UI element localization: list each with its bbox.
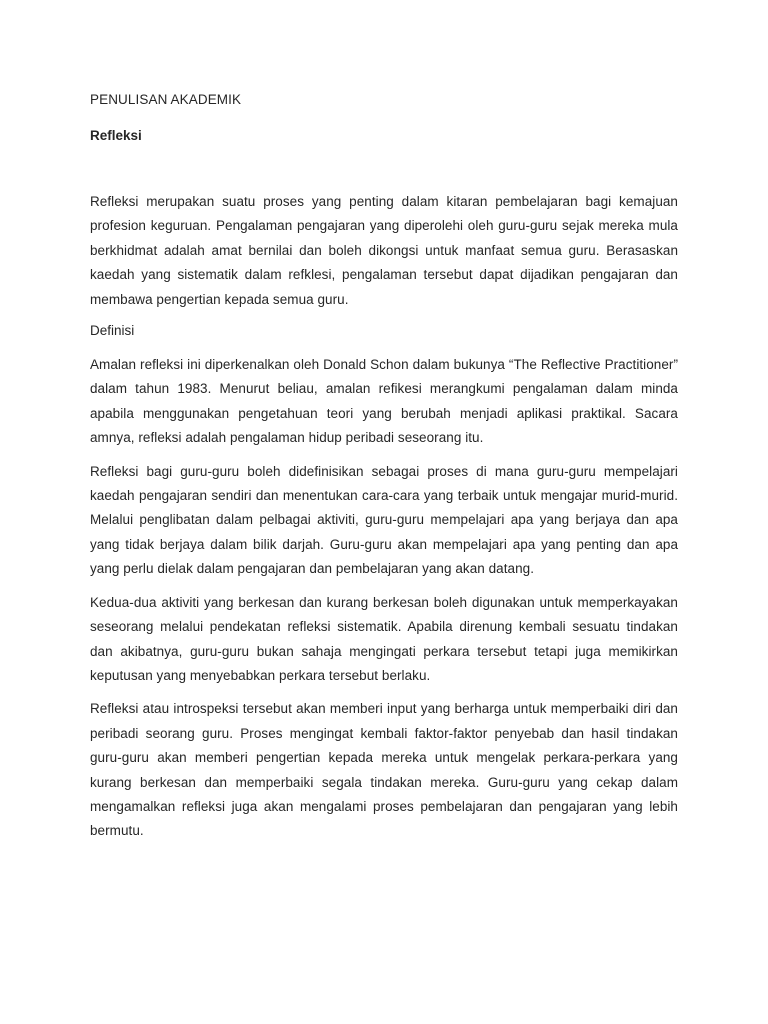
paragraph-4: Refleksi atau introspeksi tersebut akan memberi input yang berharga untuk memperbaiki diri dan peribadi seorang guru. Proses mengingat kembali faktor-faktor penyebab dan hasil tindakan guru-guru akan memberi pengertian kepada mereka untuk mengelak perkara-perkara yang kurang berkesan dan memperbaiki segala tindakan mereka. Guru-guru yang cekap dalam mengamalkan refleksi juga akan mengalami proses pembelajaran dan pengajaran yang lebih bermutu.: [90, 701, 678, 839]
paragraph-1: Amalan refleksi ini diperkenalkan oleh Donald Schon dalam bukunya “The Reflective Practitioner” dalam tahun 1983. Menurut beliau, amalan refikesi merangkumi pengalaman dalam minda apabila menggunakan pengetahuan teori yang berubah menjadi aplikasi praktikal. Sacara amnya, refleksi adalah pengalaman hidup peribadi seseorang itu.: [90, 357, 678, 446]
section-heading: Refleksi: [90, 128, 142, 143]
subheading-definisi: Definisi: [90, 323, 135, 339]
paragraph-2: Refleksi bagi guru-guru boleh didefinisikan sebagai proses di mana guru-guru mempelajari kaedah pengajaran sendiri dan menentukan cara-cara yang terbaik untuk mengajar murid-murid. Melalui penglibatan dalam pelbagai aktiviti, guru-guru mempelajari apa yang berjaya dan apa yang tidak berjaya dalam bilik darjah. Guru-guru akan mempelajari apa yang penting dan apa yang perlu dielak dalam pengajaran dan pembelajaran yang akan datang.: [90, 463, 678, 577]
paragraph-intro: Refleksi merupakan suatu proses yang penting dalam kitaran pembelajaran bagi kemajuan profesion keguruan. Pengalaman pengajaran yang diperolehi oleh guru-guru sejak mereka mula berkhidmat adalah amat bernilai dan boleh dikongsi untuk manfaat semua guru. Berasaskan kaedah yang sistematik dalam refklesi, pengalaman tersebut dapat dijadikan pengajaran dan membawa pengertian kepada semua guru.: [90, 194, 678, 307]
paragraph-3: Kedua-dua aktiviti yang berkesan dan kurang berkesan boleh digunakan untuk memperkayakan seseorang melalui pendekatan refleksi sistematik. Apabila direnung kembali sesuatu tindakan dan akibatnya, guru-guru bukan sahaja mengingati perkara tersebut tetapi juga memikirkan keputusan yang menyebabkan perkara tersebut berlaku.: [90, 594, 678, 683]
document-title: PENULISAN AKADEMIK: [90, 92, 242, 107]
document-page: [90, 90, 678, 853]
